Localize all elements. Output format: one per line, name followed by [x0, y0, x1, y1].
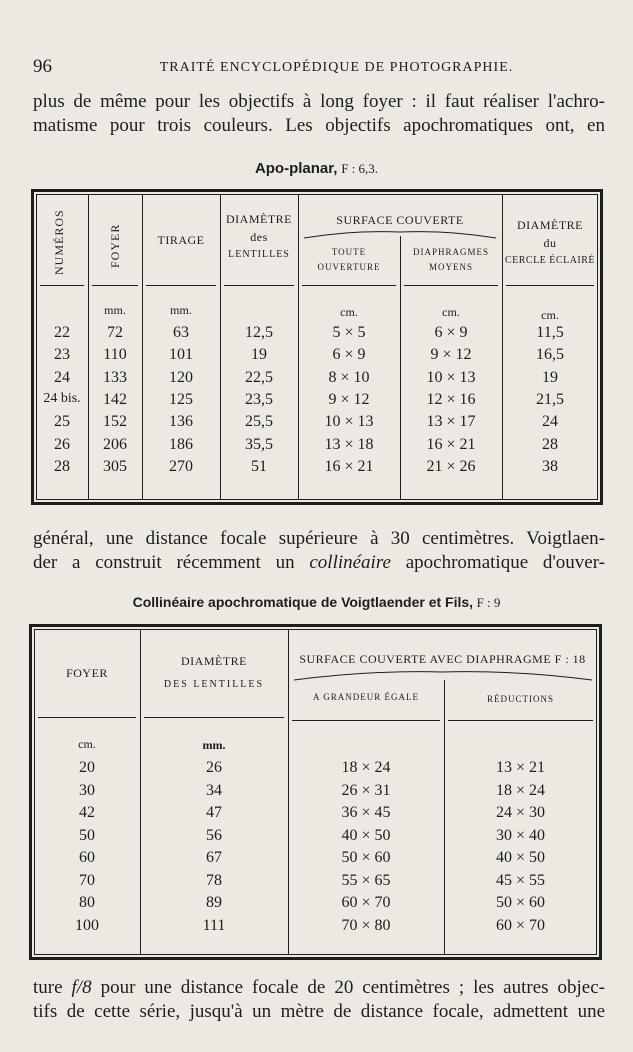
- table-1-cell-numero: 24 bis.: [43, 390, 81, 406]
- table-1-cell-numero: 23: [54, 346, 70, 364]
- table-1-header-rule: [92, 285, 138, 286]
- header-line: DIAMÈTRE: [181, 654, 247, 668]
- header-line: LENTILLES: [228, 249, 290, 260]
- running-head: TRAITÉ ENCYCLOPÉDIQUE DE PHOTOGRAPHIE.: [159, 60, 514, 75]
- table-2-cell-foyer: 20: [79, 759, 95, 776]
- table-2-title: [0, 594, 633, 612]
- header-line: TOUTE: [331, 247, 367, 257]
- table-2-title-aperture: F : 9: [476, 595, 501, 610]
- table-1-unit: cm.: [541, 308, 559, 322]
- table-1-cell-diametre: 23,5: [245, 390, 273, 408]
- table-1-cell-diaphragmes: 21 × 26: [426, 457, 476, 475]
- table-2-unit: mm.: [202, 738, 226, 752]
- table-1-cell-numero: 26: [54, 435, 70, 453]
- table-2-cell-reductions: 30 × 40: [495, 826, 546, 844]
- paragraph-line: tifs de cette série, jusqu'à un mètre de distance focale, admettent une: [33, 1001, 605, 1022]
- table-1-cell-diaphragmes: 10 × 13: [426, 368, 476, 386]
- table-1-cell-numero: 28: [54, 457, 70, 475]
- table-2-cell-grandeur-egale: 18 × 24: [341, 759, 391, 776]
- table-1-cell-foyer: 133: [103, 368, 127, 386]
- header-line: MOYENS: [428, 262, 473, 272]
- table-1-header-foyer: FOYER: [108, 223, 122, 268]
- table-1-cell-numero: 24: [54, 368, 70, 386]
- header-line: du: [543, 236, 557, 250]
- table-1-cell-cercle: 16,5: [536, 346, 564, 364]
- table-1-cell-foyer: 206: [103, 435, 127, 453]
- table-1-header-rule: [506, 285, 594, 286]
- table-1-unit: mm.: [104, 303, 126, 317]
- table-2-cell-reductions: 45 × 55: [495, 871, 546, 889]
- table-2-cell-reductions: 24 × 30: [495, 804, 546, 821]
- table-2-cell-diametre: 56: [206, 826, 222, 844]
- table-1-cell-toute-ouverture: 16 × 21: [324, 457, 374, 475]
- table-2-cell-reductions: 40 × 50: [495, 849, 546, 866]
- table-1-header-rule: [40, 285, 84, 286]
- table-2-cell-foyer: 80: [79, 894, 95, 911]
- table-1-cell-diaphragmes: 16 × 21: [426, 435, 476, 453]
- header-line: OUVERTURE: [317, 262, 381, 272]
- paragraph-line: [33, 551, 605, 575]
- text-run: ture: [33, 977, 63, 998]
- table-2-cell-diametre: 78: [206, 871, 222, 889]
- table-1-header-rule: [224, 285, 294, 286]
- paragraph-line: [33, 976, 605, 1000]
- table-1-cell-diametre: 25,5: [245, 413, 273, 431]
- table-2-cell-grandeur-egale: 50 × 60: [341, 849, 391, 866]
- table-1-header-rule: [404, 285, 498, 286]
- table-1-cell-foyer: 72: [107, 324, 123, 341]
- table-1-header-diametre-lentilles: [220, 210, 298, 264]
- table-1-cell-toute-ouverture: 10 × 13: [324, 413, 374, 431]
- table-1-cell-diaphragmes: 12 × 16: [426, 390, 476, 408]
- page-number: 96: [33, 56, 52, 77]
- paragraph-line: général, une distance focale supérieure à 30 centimètres. Voigtlaen-: [33, 528, 605, 549]
- table-2-cell-foyer: 30: [79, 781, 95, 799]
- table-2-cell-foyer: 60: [79, 849, 95, 866]
- table-2-header-reductions: RÉDUCTIONS: [486, 694, 554, 704]
- table-1-cell-diaphragmes: 6 × 9: [434, 324, 468, 341]
- table-1-cell-tirage: 270: [169, 457, 193, 475]
- table-2-cell-reductions: 60 × 70: [495, 916, 546, 934]
- table-1-header-diaphragmes: [400, 245, 502, 275]
- table-2-cell-foyer: 100: [75, 916, 99, 934]
- table-1-header-tirage: TIRAGE: [157, 233, 205, 247]
- table-1-cell-foyer: 152: [103, 413, 127, 431]
- table-2-header-grandeur: A GRANDEUR ÉGALE: [313, 692, 419, 702]
- table-1-unit: mm.: [170, 303, 192, 317]
- table-2-header-surface: SURFACE COUVERTE AVEC DIAPHRAGME F : 18: [299, 652, 586, 666]
- table-1-cell-cercle: 19: [542, 368, 558, 386]
- table-1-cell-toute-ouverture: 13 × 18: [324, 435, 374, 453]
- table-1-cell-diametre: 19: [251, 346, 267, 364]
- table-1-cell-numero: 25: [54, 413, 70, 431]
- header-line: des: [250, 230, 268, 244]
- table-2-cell-diametre: 47: [206, 804, 222, 821]
- table-2-cell-reductions: 18 × 24: [495, 781, 546, 799]
- table-1-cell-diaphragmes: 9 × 12: [430, 346, 472, 364]
- table-1-cell-diametre: 22,5: [245, 368, 273, 386]
- table-1-cell-diaphragmes: 13 × 17: [426, 413, 476, 431]
- table-1-cell-numero: 22: [54, 324, 70, 341]
- table-2-cell-diametre: 89: [206, 894, 222, 911]
- table-2-header-diametre: [140, 652, 288, 694]
- table-2-cell-reductions: 50 × 60: [495, 894, 546, 911]
- table-2-cell-diametre: 26: [206, 759, 222, 776]
- table-2-cell-grandeur-egale: 70 × 80: [341, 916, 391, 934]
- table-2-header-rule: [38, 717, 136, 718]
- table-2-cell-diametre: 34: [206, 781, 222, 799]
- table-2-cell-diametre: 67: [206, 849, 222, 866]
- table-2-title-bold: Collinéaire apochromatique de Voigtlaender et Fils,: [132, 594, 474, 610]
- table-1-title-aperture: F : 6,3.: [341, 161, 379, 176]
- table-1-header-numeros: NUMÉROS: [52, 209, 66, 275]
- table-2-cell-reductions: 13 × 21: [495, 759, 546, 776]
- table-2-cell-foyer: 42: [79, 804, 95, 821]
- table-1-title-bold: Apo-planar,: [254, 160, 338, 177]
- table-1-cell-diametre: 51: [251, 457, 267, 475]
- table-2-unit: cm.: [78, 737, 96, 751]
- table-1-cell-foyer: 305: [103, 457, 127, 475]
- table-1-header-toute-ouverture: [298, 245, 400, 275]
- header-line: DIAPHRAGMES: [412, 247, 489, 257]
- table-1-cell-tirage: 125: [169, 390, 193, 408]
- table-2-header-rule: [292, 720, 440, 721]
- table-1-cell-tirage: 186: [169, 435, 193, 453]
- header-line: DIAMÈTRE: [226, 212, 292, 226]
- table-1-title: [0, 160, 633, 178]
- table-1-cell-toute-ouverture: 9 × 12: [328, 390, 370, 408]
- table-1-header-diametre-cercle: [502, 216, 598, 270]
- table-2-cell-foyer: 50: [79, 826, 95, 844]
- table-1-header-rule: [302, 285, 396, 286]
- text-run: pour une distance focale de 20 centimètres ; les autres objec-: [100, 977, 605, 998]
- table-1-cell-tirage: 136: [169, 413, 193, 431]
- table-2-header-foyer: FOYER: [66, 666, 108, 680]
- italic-word: f/8: [71, 977, 92, 998]
- table-1-cell-foyer: 142: [103, 390, 127, 408]
- table-2-surface-brace: [292, 668, 594, 682]
- table-2-cell-foyer: 70: [79, 871, 95, 889]
- header-line: CERCLE ÉCLAIRÉ: [504, 255, 596, 266]
- table-1-cell-cercle: 24: [542, 413, 558, 431]
- table-2-cell-diametre: 111: [202, 916, 226, 934]
- table-1-cell-cercle: 21,5: [536, 390, 564, 408]
- table-1-cell-cercle: 28: [542, 435, 558, 453]
- table-2-cell-grandeur-egale: 36 × 45: [341, 804, 391, 821]
- paragraph-3: [33, 976, 605, 1024]
- italic-word: collinéaire: [309, 552, 391, 573]
- text-run: der a construit récemment un: [33, 552, 295, 573]
- table-2-header-rule: [448, 720, 593, 721]
- table-1-unit: cm.: [340, 305, 358, 319]
- table-1-cell-tirage: 101: [169, 346, 193, 364]
- table-1-header-rule: [146, 285, 216, 286]
- table-1-cell-cercle: 11,5: [536, 324, 564, 341]
- paragraph-line: plus de même pour les objectifs à long foyer : il faut réaliser l'achro-: [33, 91, 605, 112]
- table-1-cell-foyer: 110: [103, 346, 127, 364]
- table-1-cell-diametre: 35,5: [245, 435, 273, 453]
- table-2-header-rule: [144, 717, 284, 718]
- table-1-cell-toute-ouverture: 6 × 9: [332, 346, 366, 364]
- table-1-header-surface: SURFACE COUVERTE: [336, 213, 464, 227]
- table-1-cell-diametre: 12,5: [245, 324, 273, 341]
- table-1-surface-brace: [302, 228, 498, 240]
- table-1-cell-tirage: 120: [169, 368, 193, 386]
- table-1-cell-cercle: 38: [542, 457, 558, 475]
- table-1-cell-tirage: 63: [173, 324, 189, 341]
- paragraph-line: matisme pour trois couleurs. Les objectifs apochromatiques ont, en: [33, 115, 605, 136]
- table-2-cell-grandeur-egale: 26 × 31: [341, 781, 391, 799]
- header-line: DES LENTILLES: [163, 679, 265, 690]
- paragraph-2: [33, 527, 605, 575]
- table-2-cell-grandeur-egale: 55 × 65: [341, 871, 391, 889]
- table-2-cell-grandeur-egale: 40 × 50: [341, 826, 391, 844]
- header-line: DIAMÈTRE: [517, 218, 583, 232]
- text-run: apochromatique d'ouver-: [405, 552, 606, 573]
- paragraph-1: [33, 90, 605, 138]
- table-1-cell-toute-ouverture: 5 × 5: [332, 324, 366, 341]
- table-1-unit: cm.: [442, 305, 460, 319]
- table-1-cell-toute-ouverture: 8 × 10: [328, 368, 370, 386]
- table-2-cell-grandeur-egale: 60 × 70: [341, 894, 391, 911]
